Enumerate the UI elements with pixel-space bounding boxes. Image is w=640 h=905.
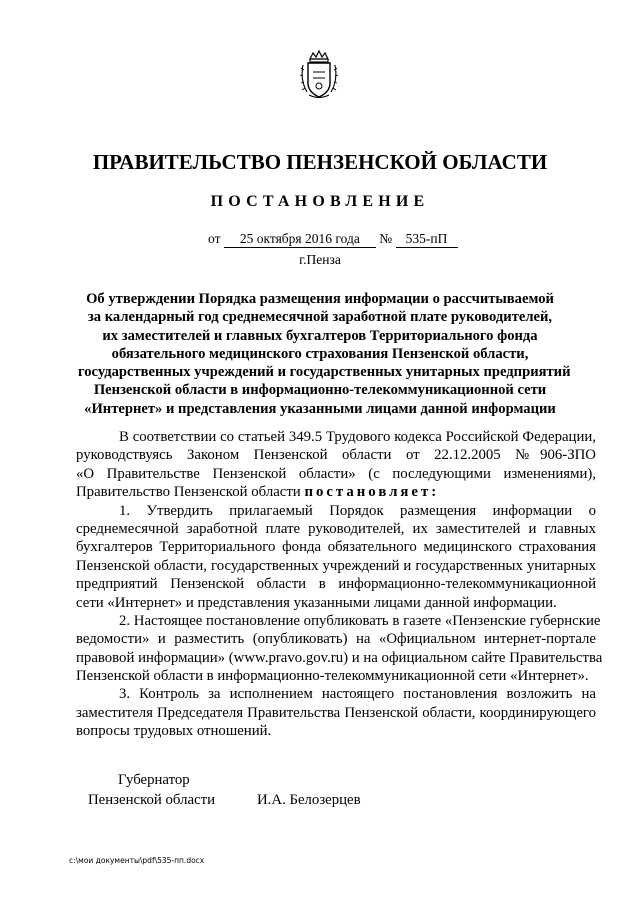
subject-line: обязательного медицинского страхования Пензенской области,: [111, 345, 529, 362]
body-line: среднемесячной заработной плате руководителей, их заместителей и главных: [76, 520, 596, 537]
government-subject: Правительство Пензенской области: [76, 484, 301, 501]
body-line: «О Правительстве Пензенской области» (с последующими изменениями),: [76, 465, 596, 482]
body-line: руководствуясь Законом Пензенской области от 22.12.2005 №906-ЗПО: [76, 447, 596, 464]
subject-line: Об утверждении Порядка размещения информации о рассчитываемой: [86, 291, 554, 307]
subject-line: Пензенской области в информационно-телекоммуникационной сети: [93, 382, 547, 399]
file-path-footer: c:\мои документы\pdf\535-пп.docx: [69, 856, 205, 865]
document-type: ПОСТАНОВЛЕНИЕ: [210, 193, 430, 210]
subject-line: их заместителей и главных бухгалтеров Территориального фонда: [102, 327, 538, 344]
body-line: 3. Контроль за исполнением настоящего постановления возложить на: [119, 686, 596, 703]
body-line: предприятий Пензенской области в информационно-телекоммуникационной: [76, 576, 596, 593]
government-name: ПРАВИТЕЛЬСТВО ПЕНЗЕНСКОЙ ОБЛАСТИ: [92, 150, 548, 174]
body-line: сети «Интернет» и представления указанными лицами данной информации.: [76, 594, 557, 611]
body-line: В соответствии со статьей 349.5 Трудового кодекса Российской Федерации,: [119, 429, 596, 445]
body-line: заместителя Председателя Правительства Пензенской области, координирующего: [76, 704, 596, 721]
document-subject: [78, 290, 571, 418]
document-number: 535-пП: [396, 231, 458, 248]
body-line: Пензенской области, государственных учреждений и государственных унитарных: [76, 557, 596, 574]
document-body: [76, 428, 603, 741]
body-line: вопросы трудовых отношений.: [76, 723, 272, 740]
body-line: Пензенской области в информационно-телекоммуникационной сети «Интернет».: [76, 668, 589, 685]
subject-line: за календарный год среднемесячной заработной плате руководителей,: [87, 309, 553, 326]
body-line: бухгалтеров Территориального фонда обязательного медицинского страхования: [76, 539, 596, 556]
date-number-line: [208, 231, 458, 248]
body-line: 2. Настоящее постановление опубликовать в газете «Пензенские губернские: [119, 612, 601, 629]
resolves-word: постановляет:: [304, 484, 440, 501]
number-prefix: №: [379, 231, 393, 246]
body-line: [76, 483, 596, 501]
body-line: ведомости» и разместить (опубликовать) на «Официальном интернет-портале: [76, 631, 596, 648]
body-line: правовой информации» (www.pravo.gov.ru) и на официальном сайте Правительства: [76, 649, 603, 666]
coat-of-arms-emblem: [299, 50, 339, 100]
subject-line: государственных учреждений и государственных унитарных предприятий: [78, 364, 571, 381]
body-line: 1. Утвердить прилагаемый Порядок размещения информации о: [119, 502, 596, 519]
subject-line: «Интернет» и представления указанными лицами данной информации: [84, 400, 556, 417]
document-date: 25 октября 2016 года: [224, 231, 376, 248]
date-prefix: от: [208, 231, 221, 246]
signatory-title: Губернатор: [118, 772, 190, 788]
signatory-name: И.А. Белозерцев: [257, 792, 361, 808]
city: г.Пенза: [299, 252, 341, 267]
signatory-region: Пензенской области: [88, 792, 215, 808]
